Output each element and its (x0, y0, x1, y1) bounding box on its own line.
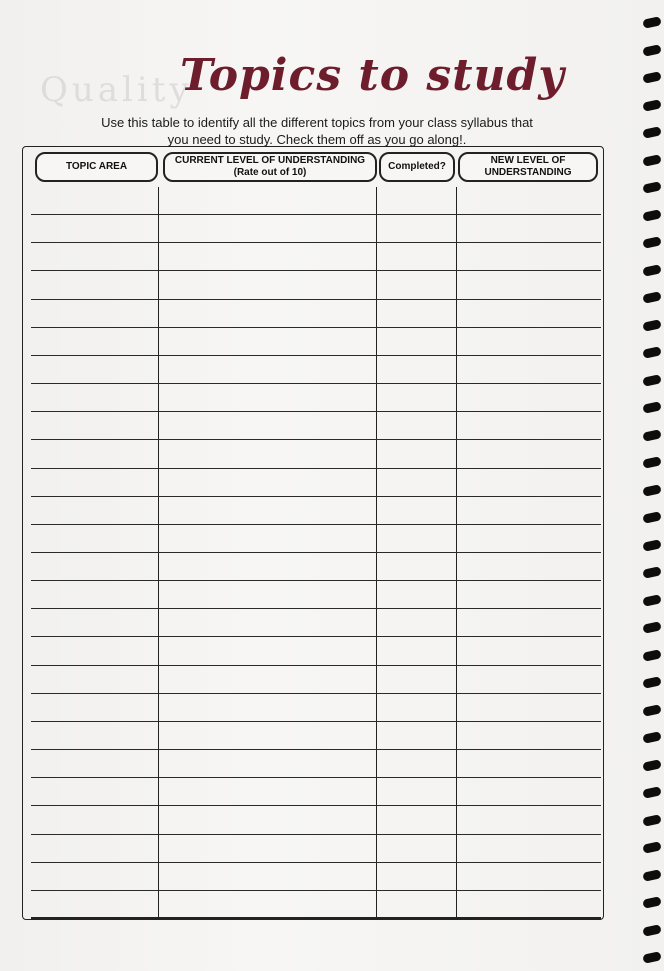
study-table (22, 146, 604, 920)
table-grid (31, 187, 601, 919)
table-row[interactable] (31, 525, 601, 553)
page-title: Topics to study (180, 50, 565, 101)
binding-coil (642, 786, 661, 799)
table-row[interactable] (31, 300, 601, 328)
table-row[interactable] (31, 863, 601, 891)
binding-coil (642, 951, 661, 964)
binding-coil (642, 676, 661, 689)
binding-coil (642, 374, 661, 387)
spiral-binding (642, 0, 664, 971)
table-row[interactable] (31, 581, 601, 609)
page-instructions: Use this table to identify all the different topics from your class syllabus that you need to study. Check them off as you go along!. (101, 115, 533, 147)
binding-coil (642, 896, 661, 909)
table-row[interactable] (31, 384, 601, 412)
binding-coil (642, 319, 661, 332)
binding-coil (642, 484, 661, 497)
table-row[interactable] (31, 891, 601, 919)
binding-coil (642, 154, 661, 167)
binding-coil (642, 456, 661, 469)
binding-coil (642, 566, 661, 579)
header-new-level: NEW LEVEL OF UNDERSTANDING (458, 152, 598, 182)
binding-coil (642, 869, 661, 882)
table-row[interactable] (31, 694, 601, 722)
table-row[interactable] (31, 666, 601, 694)
table-row[interactable] (31, 469, 601, 497)
binding-coil (642, 704, 661, 717)
binding-coil (642, 539, 661, 552)
binding-coil (642, 209, 661, 222)
table-row[interactable] (31, 356, 601, 384)
binding-coil (642, 181, 661, 194)
binding-coil (642, 429, 661, 442)
binding-coil (642, 99, 661, 112)
table-row[interactable] (31, 778, 601, 806)
binding-coil (642, 401, 661, 414)
watermark: Quality (40, 70, 193, 110)
binding-coil (642, 236, 661, 249)
table-row[interactable] (31, 215, 601, 243)
binding-coil (642, 594, 661, 607)
binding-coil (642, 731, 661, 744)
table-row[interactable] (31, 806, 601, 834)
binding-coil (642, 759, 661, 772)
binding-coil (642, 649, 661, 662)
table-row[interactable] (31, 497, 601, 525)
header-completed: Completed? (379, 152, 455, 182)
table-row[interactable] (31, 835, 601, 863)
table-row[interactable] (31, 553, 601, 581)
table-row[interactable] (31, 243, 601, 271)
binding-coil (642, 264, 661, 277)
table-row[interactable] (31, 637, 601, 665)
binding-coil (642, 346, 661, 359)
binding-coil (642, 44, 661, 57)
binding-coil (642, 924, 661, 937)
binding-coil (642, 511, 661, 524)
binding-coil (642, 16, 661, 29)
table-row[interactable] (31, 750, 601, 778)
table-row[interactable] (31, 187, 601, 215)
binding-coil (642, 814, 661, 827)
table-row[interactable] (31, 412, 601, 440)
table-row[interactable] (31, 722, 601, 750)
binding-coil (642, 621, 661, 634)
table-row[interactable] (31, 328, 601, 356)
binding-coil (642, 841, 661, 854)
binding-coil (642, 126, 661, 139)
table-row[interactable] (31, 609, 601, 637)
header-current-level: CURRENT LEVEL OF UNDERSTANDING (Rate out of 10) (163, 152, 377, 182)
binding-coil (642, 291, 661, 304)
binding-coil (642, 71, 661, 84)
table-row[interactable] (31, 271, 601, 299)
table-row[interactable] (31, 440, 601, 468)
header-topic-area: TOPIC AREA (35, 152, 158, 182)
